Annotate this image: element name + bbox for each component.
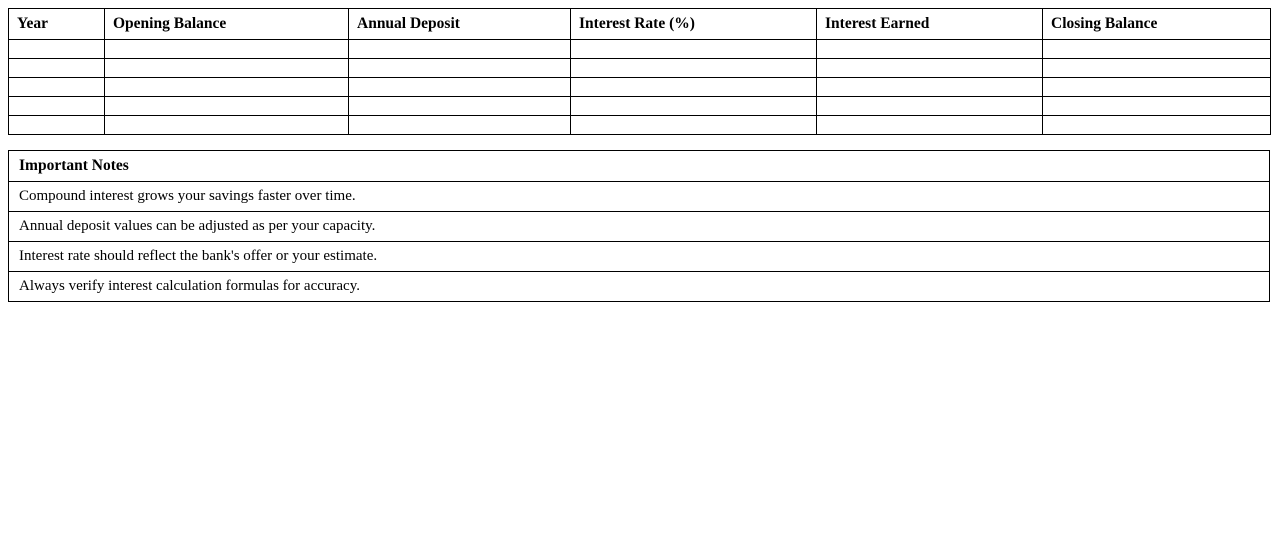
notes-heading: Important Notes: [9, 151, 1270, 182]
table-row: [9, 59, 1271, 78]
cell-interest-rate[interactable]: [571, 59, 817, 78]
cell-opening-balance[interactable]: [105, 116, 349, 135]
important-notes-table: [8, 150, 1270, 302]
cell-interest-earned[interactable]: [817, 78, 1043, 97]
cell-interest-rate[interactable]: [571, 40, 817, 59]
column-header-year: Year: [9, 9, 105, 40]
cell-annual-deposit[interactable]: [349, 40, 571, 59]
note-text: Always verify interest calculation formulas for accuracy.: [9, 272, 1270, 302]
schedule-table-header: [9, 9, 1271, 40]
list-item: [9, 272, 1270, 302]
list-item: [9, 182, 1270, 212]
cell-annual-deposit[interactable]: [349, 59, 571, 78]
notes-table-header: [9, 151, 1270, 182]
cell-annual-deposit[interactable]: [349, 78, 571, 97]
note-text: Compound interest grows your savings faster over time.: [9, 182, 1270, 212]
cell-closing-balance[interactable]: [1043, 59, 1271, 78]
cell-interest-earned[interactable]: [817, 116, 1043, 135]
cell-closing-balance[interactable]: [1043, 78, 1271, 97]
cell-year[interactable]: [9, 40, 105, 59]
savings-schedule-table: [8, 8, 1271, 135]
cell-year[interactable]: [9, 59, 105, 78]
schedule-table-body: [9, 40, 1271, 135]
cell-closing-balance[interactable]: [1043, 40, 1271, 59]
cell-interest-rate[interactable]: [571, 116, 817, 135]
column-header-opening-balance: Opening Balance: [105, 9, 349, 40]
column-header-interest-rate: Interest Rate (%): [571, 9, 817, 40]
cell-year[interactable]: [9, 116, 105, 135]
column-header-interest-earned: Interest Earned: [817, 9, 1043, 40]
cell-interest-earned[interactable]: [817, 59, 1043, 78]
table-row: [9, 116, 1271, 135]
cell-opening-balance[interactable]: [105, 78, 349, 97]
table-row: [9, 97, 1271, 116]
list-item: [9, 242, 1270, 272]
cell-opening-balance[interactable]: [105, 40, 349, 59]
table-row: [9, 78, 1271, 97]
cell-interest-rate[interactable]: [571, 78, 817, 97]
cell-opening-balance[interactable]: [105, 59, 349, 78]
note-text: Interest rate should reflect the bank's offer or your estimate.: [9, 242, 1270, 272]
cell-interest-rate[interactable]: [571, 97, 817, 116]
cell-opening-balance[interactable]: [105, 97, 349, 116]
cell-interest-earned[interactable]: [817, 97, 1043, 116]
table-header-row: [9, 9, 1271, 40]
cell-interest-earned[interactable]: [817, 40, 1043, 59]
note-text: Annual deposit values can be adjusted as per your capacity.: [9, 212, 1270, 242]
cell-annual-deposit[interactable]: [349, 116, 571, 135]
section-spacer: [8, 135, 1270, 150]
cell-year[interactable]: [9, 97, 105, 116]
cell-closing-balance[interactable]: [1043, 97, 1271, 116]
cell-closing-balance[interactable]: [1043, 116, 1271, 135]
table-row: [9, 40, 1271, 59]
column-header-annual-deposit: Annual Deposit: [349, 9, 571, 40]
cell-year[interactable]: [9, 78, 105, 97]
column-header-closing-balance: Closing Balance: [1043, 9, 1271, 40]
notes-table-body: [9, 182, 1270, 302]
list-item: [9, 212, 1270, 242]
notes-header-row: [9, 151, 1270, 182]
cell-annual-deposit[interactable]: [349, 97, 571, 116]
